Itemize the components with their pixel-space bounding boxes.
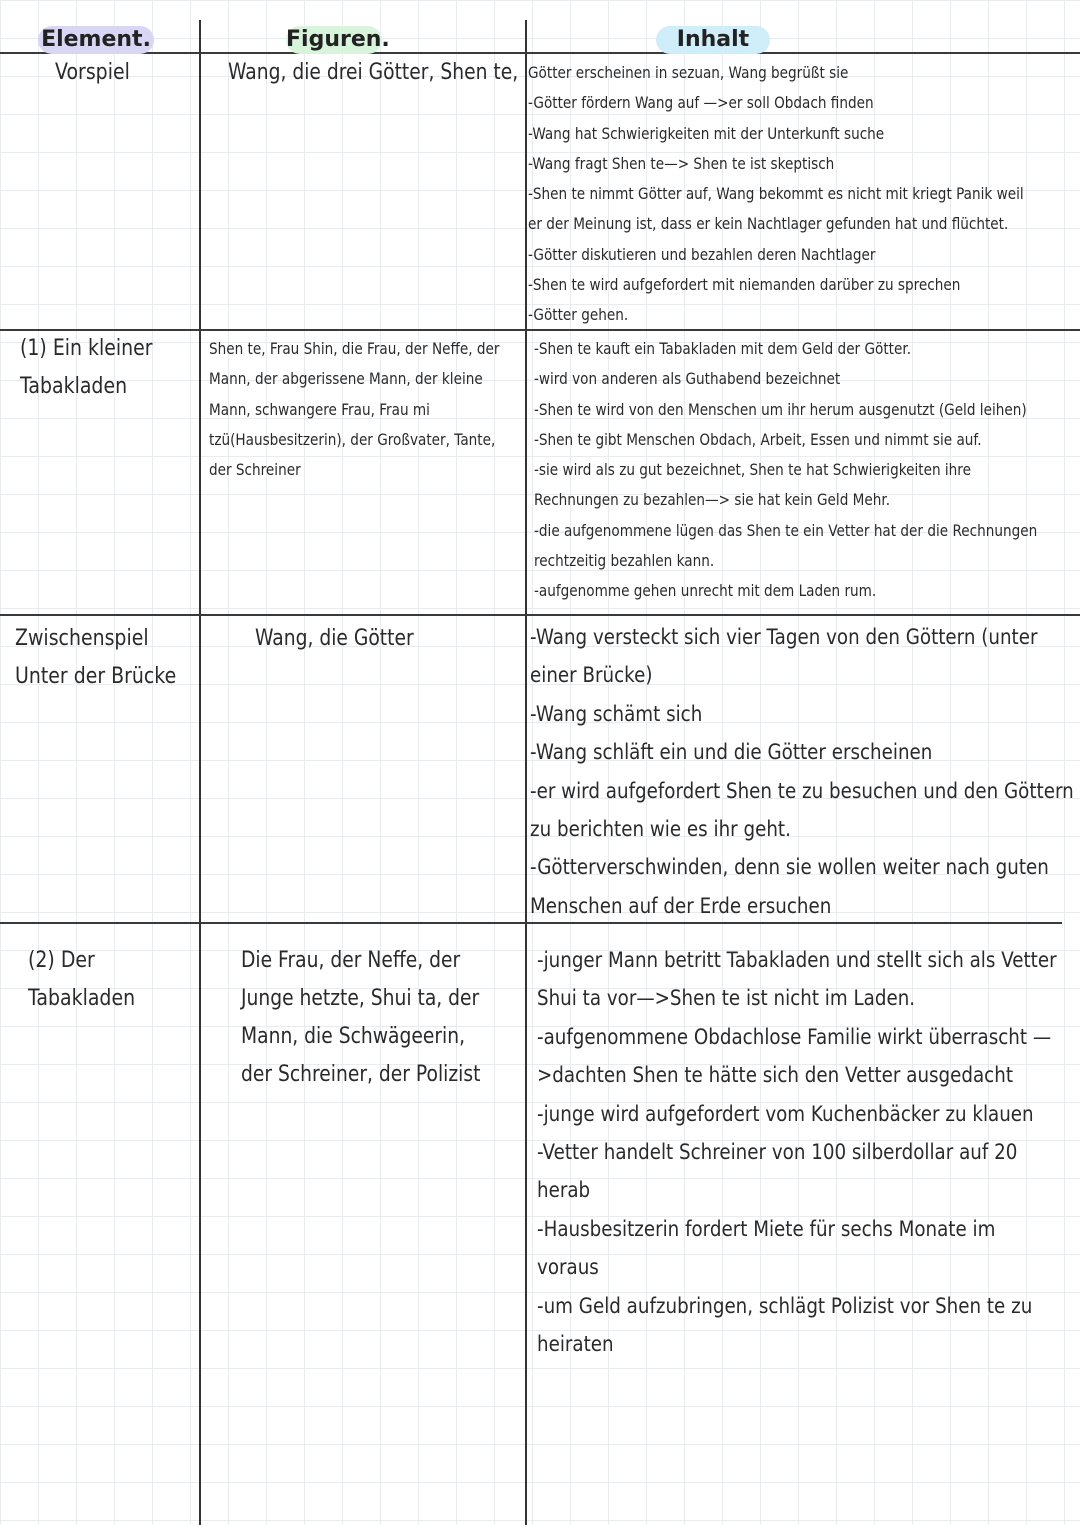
inhalt-line: Shui ta vor—>Shen te ist nicht im Laden.	[537, 986, 916, 1012]
inhalt-line: -Wang schläft ein und die Götter erscheinen	[530, 740, 933, 766]
row-tabakladen-1-figuren	[209, 334, 499, 485]
element-text: Tabakladen	[20, 374, 128, 399]
element-text: (2) Der	[28, 948, 95, 973]
row-vorspiel-inhalt	[528, 58, 1024, 331]
inhalt-line: -Wang fragt Shen te—> Shen te ist skeptisch	[528, 153, 835, 173]
element-text: Vorspiel	[55, 60, 130, 85]
row-zwischenspiel-figuren	[255, 620, 414, 658]
inhalt-line: -die aufgenommene lügen das Shen te ein Vetter hat der die Rechnungen	[534, 520, 1038, 540]
figuren-line: Mann, der abgerissene Mann, der kleine	[209, 369, 483, 389]
element-text: (1) Ein kleiner	[20, 336, 153, 361]
figuren-line: der Schreiner, der Polizist	[241, 1062, 481, 1087]
element-text: Tabakladen	[28, 986, 136, 1011]
inhalt-line: -wird von anderen als Guthabend bezeichnet	[534, 369, 841, 389]
row-zwischenspiel-inhalt	[530, 619, 1074, 926]
inhalt-line: -junger Mann betritt Tabakladen und stellt sich als Vetter	[537, 948, 1057, 973]
inhalt-line: -Wang hat Schwierigkeiten mit der Unterkunft suche	[528, 123, 885, 143]
inhalt-line: -Shen te nimmt Götter auf, Wang bekommt es nicht mit kriegt Panik weil	[528, 184, 1024, 204]
row-tabakladen-2-inhalt	[537, 942, 1057, 1364]
inhalt-line: -aufgenommene Obdachlose Familie wirkt überrascht —	[537, 1024, 1052, 1050]
row-zwischenspiel-element	[15, 620, 176, 696]
row-vorspiel-element	[55, 54, 130, 92]
header-element: Element.	[38, 26, 154, 54]
row-tabakladen-2-figuren	[241, 942, 480, 1094]
inhalt-line: -um Geld aufzubringen, schlägt Polizist vor Shen te zu	[537, 1293, 1033, 1319]
element-text: Unter der Brücke	[15, 664, 177, 689]
header-rule	[0, 52, 1080, 54]
inhalt-line: -junge wird aufgefordert vom Kuchenbäcker zu klauen	[537, 1101, 1034, 1127]
inhalt-line: -Wang schämt sich	[530, 701, 703, 727]
figuren-line: Mann, schwangere Frau, Frau mi	[209, 399, 430, 419]
figuren-line: tzü(Hausbesitzerin), der Großvater, Tante,	[209, 429, 496, 449]
row-tabakladen-1-inhalt	[534, 334, 1037, 607]
inhalt-line: -Shen te wird aufgefordert mit niemanden darüber zu sprechen	[528, 275, 961, 295]
inhalt-line: -Wang versteckt sich vier Tagen von den Göttern (unter	[530, 625, 1038, 650]
header-figuren: Figuren.	[286, 27, 390, 52]
inhalt-line: -Hausbesitzerin fordert Miete für sechs Monate im	[537, 1216, 996, 1242]
figuren-line: Shen te, Frau Shin, die Frau, der Neffe, der	[209, 339, 500, 358]
inhalt-line: -Vetter handelt Schreiner von 100 silberdollar auf 20	[537, 1140, 1018, 1166]
inhalt-line: -Götter fördern Wang auf —>er soll Obdach finden	[528, 93, 874, 113]
row-divider-2	[0, 614, 1080, 616]
inhalt-line: zu berichten wie es ihr geht.	[530, 817, 791, 843]
figuren-line: der Schreiner	[209, 460, 301, 480]
inhalt-line: -Götter gehen.	[528, 305, 629, 325]
inhalt-line: heiraten	[537, 1332, 614, 1358]
inhalt-line: -er wird aufgefordert Shen te zu besuchen und den Göttern	[530, 778, 1074, 804]
inhalt-line: >dachten Shen te hätte sich den Vetter ausgedacht	[537, 1063, 1013, 1089]
inhalt-line: -Shen te gibt Menschen Obdach, Arbeit, Essen und nimmt sie auf.	[534, 429, 982, 449]
figuren-line: Mann, die Schwägeerin,	[241, 1024, 466, 1049]
inhalt-line: -sie wird als zu gut bezeichnet, Shen te hat Schwierigkeiten ihre	[534, 460, 971, 480]
row-tabakladen-1-element	[20, 330, 153, 406]
element-text: Zwischenspiel	[15, 626, 149, 651]
inhalt-line: -Shen te kauft ein Tabakladen mit dem Geld der Götter.	[534, 339, 912, 358]
inhalt-line: -Götterverschwinden, denn sie wollen weiter nach guten	[530, 855, 1049, 881]
inhalt-line: er der Meinung ist, dass er kein Nachtlager gefunden hat und flüchtet.	[528, 214, 1009, 234]
figuren-text: Wang, die Götter	[255, 626, 414, 651]
inhalt-line: -aufgenomme gehen unrecht mit dem Laden rum.	[534, 581, 877, 601]
inhalt-line: Menschen auf der Erde ersuchen	[530, 893, 832, 919]
figuren-line: Die Frau, der Neffe, der	[241, 948, 461, 973]
column-divider-1	[199, 20, 201, 1525]
inhalt-line: Rechnungen zu bezahlen—> sie hat kein Geld Mehr.	[534, 490, 891, 510]
row-tabakladen-2-element	[28, 942, 135, 1018]
figuren-text: Wang, die drei Götter, Shen te,	[228, 60, 519, 85]
header-inhalt: Inhalt	[656, 26, 770, 54]
inhalt-line: herab	[537, 1178, 591, 1204]
inhalt-line: -Shen te wird von den Menschen um ihr herum ausgenutzt (Geld leihen)	[534, 399, 1027, 419]
inhalt-line: einer Brücke)	[530, 663, 653, 689]
inhalt-line: voraus	[537, 1255, 599, 1281]
column-divider-2	[525, 20, 527, 1525]
inhalt-line: Götter erscheinen in sezuan, Wang begrüßt sie	[528, 63, 849, 82]
figuren-line: Junge hetzte, Shui ta, der	[241, 986, 480, 1011]
row-vorspiel-figuren	[228, 54, 518, 92]
inhalt-line: -Götter diskutieren und bezahlen deren Nachtlager	[528, 244, 876, 264]
inhalt-line: rechtzeitig bezahlen kann.	[534, 551, 715, 571]
